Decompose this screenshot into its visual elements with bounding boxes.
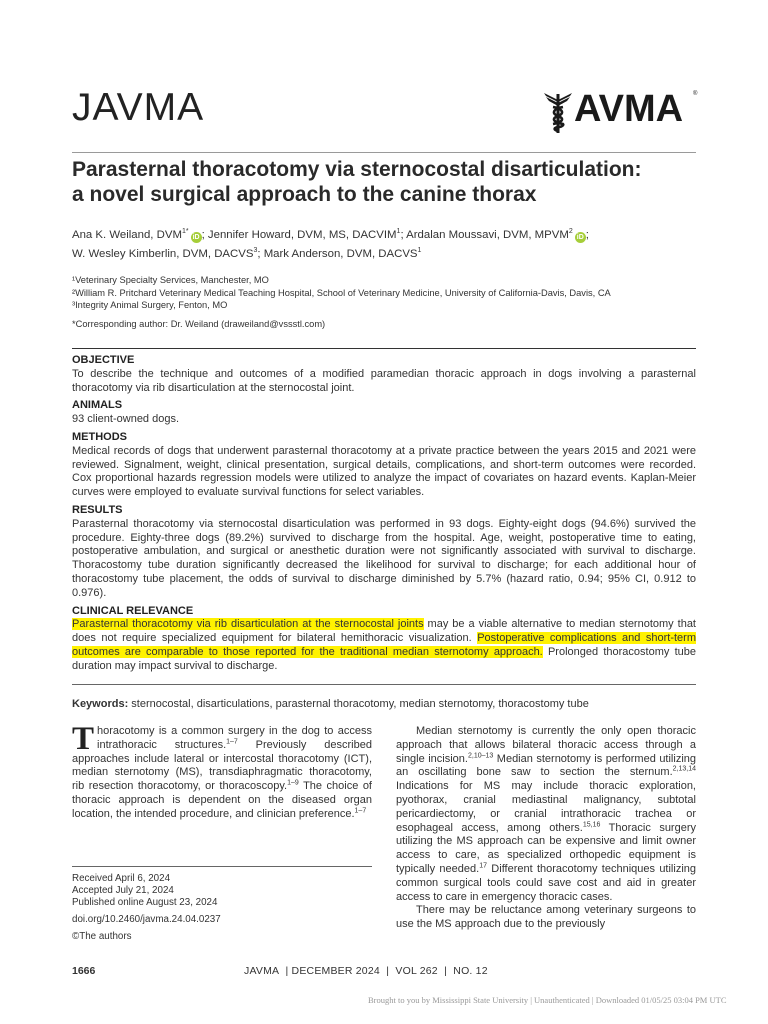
- author-line-1: Ana K. Weiland, $DVM^{1*}iD$ ; Jennifer Howard, DVM, MS, DACVIM$^1$; Ardalan Moussavi, DVM, MPVM$^2$iD ;: [72, 228, 589, 241]
- results-text: Parasternal thoracotomy via sternocostal disarticulation was performed in 93 dogs. Eighty-eight dogs (94.6%) survived the procedure. Eighty-three dogs (89.2%) survived to discharge from the hospital. Age, weight, postoperative time to eating, postoperative ambulation, and surgical or anesthetic duration were not significantly associated with survival to discharge. Thoracostomy tube duration significantly decreased the likelihood for survival to discharge; for each additional hour of thoracostomy tube placement, the odds of survival to discharge diminished by 5.7% (hazard ratio, 0.94; 95% CI, 0.912 to 0.976).: [72, 517, 696, 599]
- animals-text: 93 client-owned dogs.: [72, 413, 180, 426]
- objective-text: To describe the technique and outcomes of a modified paramedian thoracic approach in dogs involving a parasternal thoracotomy via rib disarticulation at the sternocostal joint.: [72, 367, 696, 394]
- article-title: [72, 157, 702, 207]
- footer-citation: JAVMA | DECEMBER 2024 | VOL 262 | NO. 12: [244, 965, 488, 977]
- affiliation-2: ²William R. Pritchard Veterinary Medical Teaching Hospital, School of Veterinary Medicine, University of California-Davis, Davis, CA: [72, 288, 611, 298]
- abstract: [72, 354, 696, 678]
- corresponding-author: *Corresponding author: Dr. Weiland (draweiland@vssstl.com): [72, 319, 326, 329]
- affiliation-1: ¹Veterinary Specialty Services, Manchester, MO: [72, 275, 269, 285]
- journal-name: JAVMA: [72, 86, 205, 129]
- title-line-1: Parasternal thoracotomy via sternocostal disarticulation:: [72, 158, 642, 181]
- download-notice: Brought to you by Mississippi State University | Unauthenticated | Downloaded 01/05/25 03:04 PM UTC: [368, 995, 727, 1005]
- methods-text: Medical records of dogs that underwent parasternal thoracotomy at a private practice between the years 2015 and 2021 were reviewed. Signalment, weight, clinical presentation, surgical details, complications, and short-term outcomes were recorded. Cox proportional hazards regression models were utilized to analyze the impact of covariates on hazard events. Kaplan-Meier curves were employed to evaluate survival functions for select variables.: [72, 444, 696, 499]
- copyright: ©The authors: [72, 931, 132, 942]
- highlight: Postoperative complications and short-term outcomes are comparable to those reported for the traditional median sternotomy approach.: [72, 632, 696, 658]
- article-dates: [72, 873, 221, 943]
- keywords-text: sternocostal, disarticulations, parasternal thoracotomy, median sternotomy, thoracostomy tube: [128, 698, 589, 710]
- results-heading: RESULTS: [72, 503, 123, 516]
- methods-heading: METHODS: [72, 430, 127, 443]
- doi-link[interactable]: doi.org/10.2460/javma.24.04.0237: [72, 914, 221, 925]
- page-number: 1666: [72, 965, 96, 977]
- body-paragraph: Median sternotomy is currently the only open thoracic approach that allows bilateral thoracic access through a single incision.$^{2,10-13}$ Median sternotomy is performed utilizing an oscillating bone saw to section the sternum.$^{2,13,14}$ Indications for MS may include thoracic exploration, pyothorax, cranial mediastinal malignancy, subtotal pericardiectomy, or cranial intrathoracic trachea or esophageal access, among others.$^{15,16}$ Thoracic surgery utilizing the MS approach can be expensive and limit owner access to care, as specialized orthopedic equipment is typically needed.$^{17}$ Different thoracotomy techniques utilizing common surgical tools could save cost and aid in greater access to care in emergency thoracic cases.: [396, 725, 697, 903]
- title-line-2: a novel surgical approach to the canine thorax: [72, 183, 537, 206]
- avma-logo-text: AVMA: [574, 88, 684, 130]
- abstract-bottom-rule: [72, 684, 696, 685]
- left-column: [72, 721, 372, 822]
- clinical-relevance-text: Parasternal thoracotomy via rib disarticulation at the sternocostal joints may be a viable alternative to median sternotomy that does not require specialized equipment for bilateral hemithoracic visualization. Postoperative complications and short-term outcomes are comparable to those reported for the traditional median sternotomy approach. Prolonged thoracostomy tube duration may impact survival to discharge.: [72, 618, 696, 672]
- avma-logo: [544, 88, 698, 137]
- keywords: [72, 698, 712, 710]
- header-rule: [72, 152, 696, 153]
- caduceus-icon: [544, 91, 572, 135]
- orcid-icon[interactable]: iD: [192, 233, 200, 241]
- drop-cap: T: [72, 721, 95, 757]
- animals-heading: ANIMALS: [72, 399, 123, 412]
- author-line-2: W. Wesley Kimberlin, DVM, DACVS$^3$; Mark Anderson, DVM, DACVS$^1$: [72, 246, 422, 260]
- received-date: Received April 6, 2024: [72, 873, 171, 884]
- dates-rule: [72, 866, 372, 867]
- keywords-label: Keywords:: [72, 698, 129, 710]
- author-list: [72, 224, 702, 262]
- affiliation-3: ³Integrity Animal Surgery, Fenton, MO: [72, 300, 228, 310]
- clinical-relevance-heading: CLINICAL RELEVANCE: [72, 604, 194, 617]
- right-column: [396, 725, 696, 932]
- trademark-mark: ®: [693, 91, 698, 97]
- highlight: Parasternal thoracotomy via rib disarticulation at the sternocostal joints: [72, 618, 424, 631]
- objective-heading: OBJECTIVE: [72, 354, 135, 366]
- intro-paragraph: Thoracotomy is a common surgery in the dog to access intrathoracic structures.$^{1-7}$ Previously described approaches include lateral or intercostal thoracotomy (ICT), median sternotomy (MS), transdiaphragmatic thoracotomy, rib resection thoracotomy, or thoracoscopy.$^{1-9}$ The choice of thoracic approach is dependent on the diseased organ location, the intended procedure, and clinician preference.$^{1-7}$: [72, 721, 372, 820]
- body-paragraph: There may be reluctance among veterinary surgeons to use the MS approach due to the previously: [396, 904, 696, 931]
- abstract-top-rule: [72, 348, 696, 349]
- accepted-date: Accepted July 21, 2024: [72, 885, 174, 896]
- orcid-icon[interactable]: iD: [576, 233, 584, 241]
- published-date: Published online August 23, 2024: [72, 897, 218, 908]
